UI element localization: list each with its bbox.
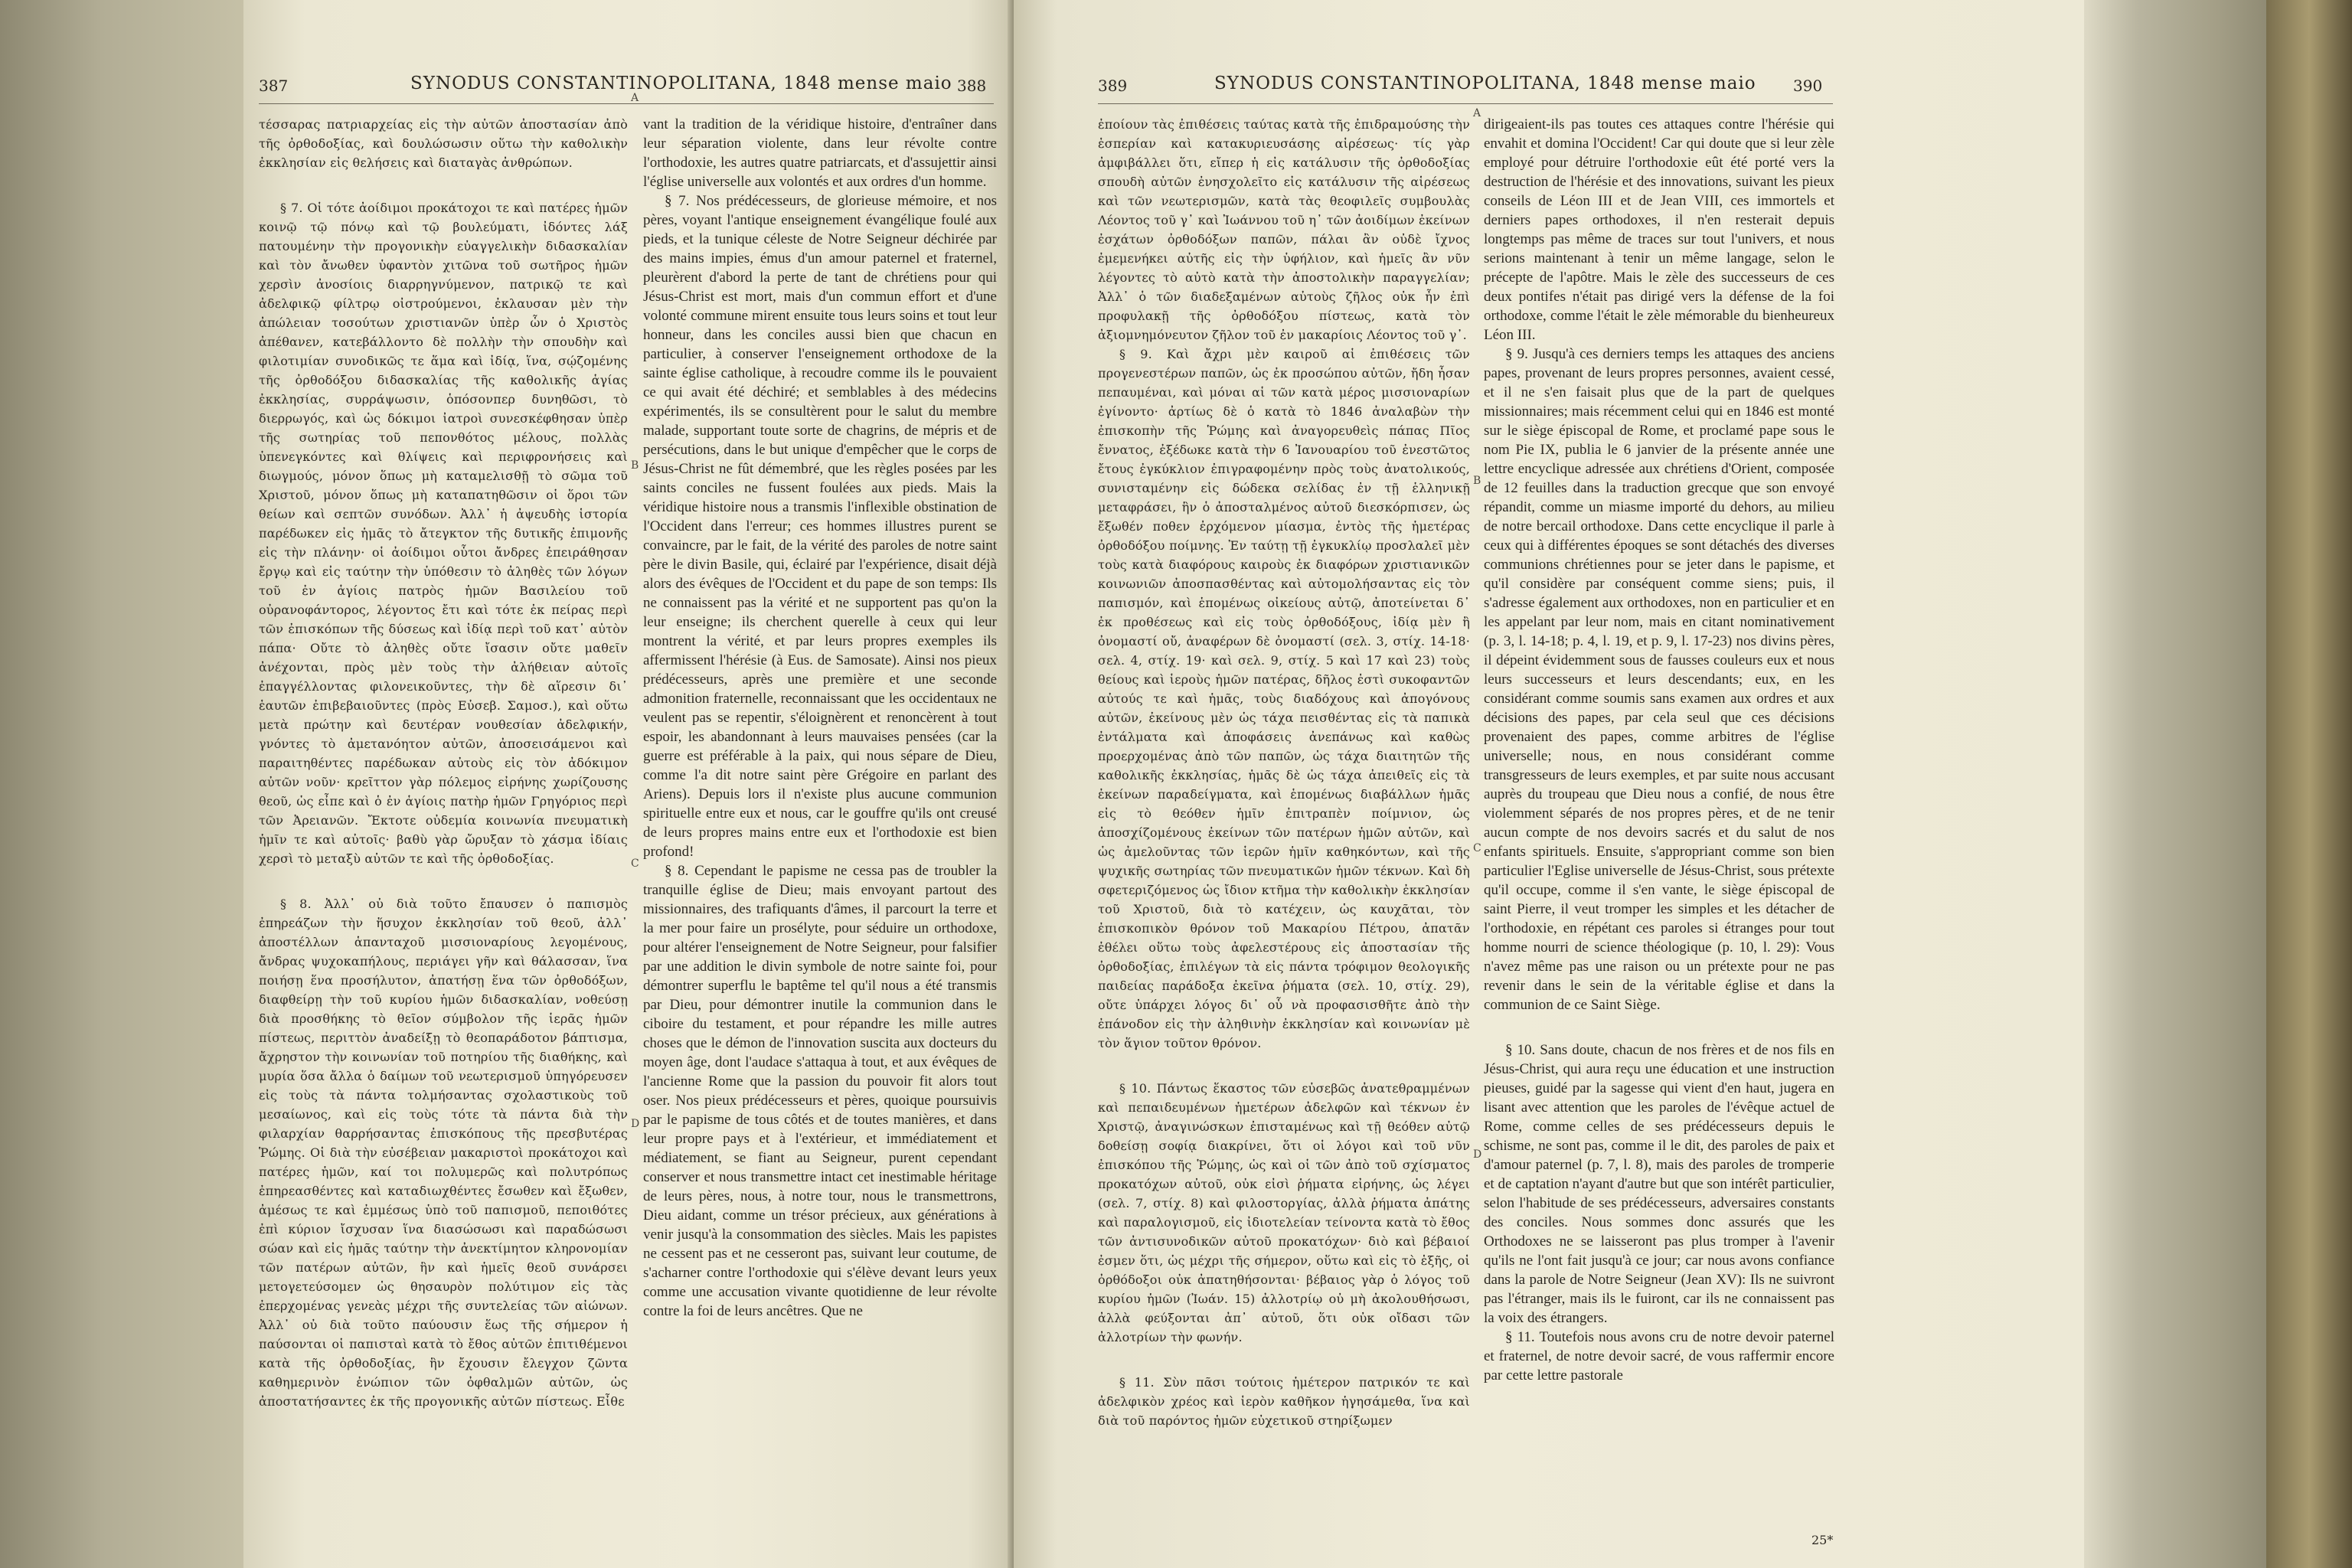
right-page [1014,0,2092,1568]
french-column-right [1484,115,1834,1524]
greek-column-right [1098,115,1470,1539]
left-page [243,0,1014,1568]
book-cover-edge [2266,0,2352,1568]
greek-paragraph-10: § 10. Πάντως ἕκαστος τῶν εὐσεβῶς ἀνατεθραμμένων καὶ πεπαιδευμένων ἡμετέρων ἀδελφῶν καὶ τέκνων ἐν Χριστῷ, ἀναγινώσκων ἐπισταμένως καὶ τῇ θεόθεν αὐτῷ δοθείσῃ σοφίᾳ διακρίνει, ὅτι οἱ λόγοι καὶ τοῦ νῦν ἐπισκόπου τῆς Ῥώμης, ὡς καὶ οἱ τῶν ἀπὸ τοῦ σχίσματος προκατόχων αὐτοῦ, οὐκ εἰσὶ ῥήματα εἰρήνης, ὡς λέγει (σελ. 7, στίχ. 8) καὶ φιλοστοργίας, ἀλλὰ ῥήματα ἀπάτης καὶ παραλογισμοῦ, εἰς ἰδιοτελείαν τείνοντα κατὰ τὸ ἔθος τῶν ἀντισυνοδικῶν αὐτοῦ προκατόχων· διὸ καὶ βέβαιοί ἐσμεν ὅτι, ὡς μέχρι τῆς σήμερον, οὕτω καὶ εἰς τὸ ἑξῆς, οἱ ὀρθόδοξοι οὐκ ἀπατηθήσονται· βέβαιος γὰρ ὁ λόγος τοῦ κυρίου ἡμῶν (Ἰωάν. 15) ἀλλοτρίῳ οὐ μὴ ἀκολουθήσωσι, ἀλλὰ φεύξονται ἀπ᾽ αὐτοῦ, ὅτι οὐκ οἴδασι τῶν ἀλλοτρίων τὴν φωνήν. [1098,1081,1470,1344]
margin-marker-b: B [1473,475,1481,487]
margin-marker-c: C [631,858,639,870]
margin-marker-c: C [1473,842,1481,854]
greek-paragraph: ἐποίουν τὰς ἐπιθέσεις ταύτας κατὰ τῆς ἐπιδραμούσης τὴν ἑσπερίαν καὶ κατακυριευσάσης αἱρέσεως· τίς γὰρ ἀμφιβάλλει ὅτι, εἴπερ ἡ εἰς κατάλυσιν τῆς ὀρθοδοξίας σπουδὴ αὐτῶν ἐνησχολεῖτο εἰς κατάλυσιν τῆς αἱρέσεως καὶ τῶν νεωτερισμῶν, κατὰ τὰς θεοφιλεῖς συμβουλὰς Λέοντος τοῦ γ᾽ καὶ Ἰωάννου τοῦ η᾽ τῶν ἀοιδίμων ἐκείνων ἐσχάτων ὀρθοδόξων παπῶν, πάλαι ἂν οὐδὲ ἴχνος ἐμεμενήκει αὐτῆς εἰς τὴν ὑφήλιον, καὶ ἡμεῖς ἂν νῦν λέγοντες τὸ αὐτὸ κατὰ τὴν ἀποστολικὴν παραγγελίαν; Ἀλλ᾽ ὁ τῶν διαδεξαμένων αὐτοὺς ζῆλος οὐκ ἦν ἐπὶ προφυλακῇ τῆς ὀρθοδόξου πίστεως, κατὰ τὸν ἀξιομνημόνευτον ζῆλον τοῦ ἐν μακαρίοις Λέοντος τοῦ γ᾽. [1098,117,1470,342]
greek-column-left [259,115,628,1554]
margin-marker-d: D [631,1118,640,1130]
page-number-390: 390 [1793,77,1823,95]
header-rule-right [1098,103,1833,104]
french-paragraph-8: § 8. Cependant le papisme ne cessa pas de troubler la tranquille église de Dieu; mais envoyant partout des missionnaires, des trafiquants d'âmes, il parcourt la terre et la mer pour faire un prosélyte, pour séduire un orthodoxe, pour altérer l'enseignement de Notre Seigneur, pour falsifier par une addition le divin symbole de notre sainte foi, pour démontrer superflu le baptême tel qu'il nous a été transmis par Dieu, pour démontrer inutile la communion dans le ciboire du testament, et pour répandre les mille autres choses que le démon de l'innovation suscita aux docteurs du moyen âge, dont l'audace s'attaqua à tout, et aux évêques de l'ancienne Rome que la passion du pouvoir fit alors tout oser. Nos pieux prédécesseurs et pères, quoique poursuivis par le papisme de tous côtés et de toutes manières, et dans leur propre pays et à l'extérieur, et immédiatement et médiatement, se fiant au Seigneur, purent cependant conserver et nous transmettre intact cet inestimable héritage de leurs pères, nous, à notre tour, nous le transmettrons, Dieu aidant, comme un trésor précieux, aux générations à venir jusqu'à la consommation des siècles. Mais les papistes ne cessent pas et ne cesseront pas, suivant leur coutume, de s'acharner contre l'orthodoxie qui s'élève devant leurs yeux comme une accusation vivante quotidienne de leur révolte contre la foi de leurs ancêtres. Que ne [643,863,997,1319]
page-number-387: 387 [259,77,289,95]
margin-marker-b: B [631,459,639,472]
running-head-right: SYNODUS CONSTANTINOPOLITANA, 1848 mense maio [1214,74,1756,93]
header-rule-left [259,103,994,104]
greek-paragraph-8: § 8. Ἀλλ᾽ οὐ διὰ τοῦτο ἔπαυσεν ὁ παπισμὸς ἐπηρεάζων τὴν ἥσυχον ἐκκλησίαν τοῦ θεοῦ, ἀλλ᾽ ἀποστέλλων ἁπανταχοῦ μισσιοναρίους λεγομένους, ἄνδρας ψυχοκαπήλους, περιάγει γῆν καὶ θάλασσαν, ἵνα ποιήσῃ ἕνα προσήλυτον, ἀπατήσῃ ἕνα τῶν ὀρθοδόξων, διαφθείρῃ τὴν τοῦ κυρίου ἡμῶν διδασκαλίαν, νοθεύσῃ διὰ προσθήκης τὸ θεῖον σύμβολον τῆς ἱερᾶς ἡμῶν πίστεως, περιττὸν ἀναδείξῃ τὸ θεοπαράδοτον βάπτισμα, ἄχρηστον τὴν κοινωνίαν τοῦ ποτηρίου τῆς διαθήκης, καὶ μυρία ὅσα ἄλλα ὁ δαίμων τοῦ νεωτερισμοῦ ὑπηγόρευσεν εἰς τοὺς τὰ πάντα τολμήσαντας σχολαστικοὺς τοῦ μεσαίωνος, καὶ εἰς τοὺς τότε τὰ πάντα διὰ τὴν φιλαρχίαν θαρρήσαντας ἐπισκόπους τῆς πρεσβυτέρας Ῥώμης. Οἱ διὰ τὴν εὐσέβειαν μακαριστοὶ προκάτοχοι καὶ πατέρες ἡμῶν, καί τοι πολυμερῶς καὶ πολυτρόπως ἐπηρεασθέντες καὶ καταδιωχθέντες ἔσωθεν καὶ ἔξωθεν, ἀμέσως τε καὶ ἐμμέσως ὑπὸ τοῦ παπισμοῦ, πεποιθότες ἐπὶ κύριον ἴσχυσαν ἵνα διασώσωσι καὶ παραδώσωσι σώαν καὶ εἰς ἡμᾶς ταύτην τὴν ἀνεκτίμητον κληρονομίαν τῶν πατέρων αὐτῶν, ἣν καὶ ἡμεῖς θεοῦ συνάρσει μετογετεύσομεν ὡς θησαυρὸν πολύτιμον εἰς τὰς ἐπερχομένας γενεὰς μέχρι τῆς συντελείας τῶν αἰώνων. Ἀλλ᾽ οὐ διὰ τοῦτο παύουσιν ἕως τῆς σήμερον ἡ παύσονται οἱ παπισταὶ κατὰ τὸ ἔθος αὐτῶν ἐπιτιθέμενοι κατὰ τῆς ὀρθοδοξίας, ἣν ἔχουσιν ἔλεγχον ζῶντα καθημερινὸν ἐνώπιον τῶν ὀφθαλμῶν αὐτῶν, ὡς ἀποστατήσαντες ἐκ τῆς προγονικῆς αὐτῶν πίστεως. Εἶθε [259,897,628,1409]
margin-marker-d: D [1473,1148,1482,1161]
signature-mark: 25* [1811,1533,1834,1547]
margin-marker-a: A [1473,107,1481,119]
french-paragraph-10: § 10. Sans doute, chacun de nos frères et de nos fils en Jésus-Christ, qui aura reçu une éducation et une instruction pieuses, guidé par la sagesse qui vient d'en haut, jugera en lisant avec attention que les paroles de l'évêque actuel de Rome, comme celles de ses prédécesseurs depuis le schisme, ne sont pas, comme il le dit, des paroles de paix et d'amour paternel (p. 7, l. 8), mais des paroles de tromperie et de captation n'ayant d'autre but que son intérêt particulier, selon l'habitude de ses prédécesseurs, adversaires constants des conciles. Nous sommes donc assurés que les Orthodoxes ne se laisseront pas plus tromper à l'avenir qu'ils ne l'ont fait jusqu'à ce jour; car nous avons confiance dans la parole de Notre Seigneur (Jean XV): Ils ne suivront pas l'étranger, mais ils le fuiront, car ils ne connaissent pas la voix des étrangers. [1484,1042,1834,1326]
page-number-389: 389 [1098,77,1128,95]
greek-paragraph-11: § 11. Σὺν πᾶσι τούτοις ἡμέτερον πατρικόν τε καὶ ἀδελφικὸν χρέος καὶ ἱερὸν καθῆκον ἡγησάμεθα, ἵνα καὶ διὰ τοῦ παρόντος ἡμῶν εὐχετικοῦ στηρίξωμεν [1098,1375,1470,1428]
book-fore-edge-left [0,0,253,1568]
running-head-left: SYNODUS CONSTANTINOPOLITANA, 1848 mense maio [410,74,952,93]
french-paragraph-9: § 9. Jusqu'à ces derniers temps les attaques des anciens papes, provenant de leurs propres personnes, avaient cessé, et il ne s'en faisait plus que de la part de quelques missionnaires; mais récemment celui qui en 1846 est monté sur le siège épiscopal de Rome, et proclamé pape sous le nom Pie IX, publia le 6 janvier de la présente année une lettre encyclique adressée aux chrétiens d'Orient, composée de 12 feuilles dans la traduction grecque que son envoyé répandit, comme un miasme importé du dehors, au milieu de notre bercail orthodoxe. Dans cette encyclique il parle à ceux qui à différentes époques se sont détachés des diverses communions chrétiennes pour se jeter dans le papisme, et qu'il considère par conséquent comme siens; puis, il s'adresse également aux orthodoxes, non en particulier et en les appelant par leur nom, mais en citant nominativement (p. 3, l. 14-18; p. 4, l. 19, et p. 9, l. 17-23) nos divins pères, il dépeint évidemment sous de fausses couleurs eux et nous leurs successeurs et leurs descendants; eux, en les considérant comme soumis sans examen aux ordres et aux décisions des papes, par cela seul que ces décisions provenaient des papes, comme arbitres de l'église universelle; nous, en nous considérant comme transgresseurs de leurs exemples, et par suite nous accusant auprès du troupeau que Dieu nous a confié, de nous être violemment séparés de nos propres pères, et de ne tenir aucun compte de nos devoirs sacrés et du salut de nos enfants spirituels. Ensuite, s'appropriant comme son bien particulier l'Eglise universelle de Jésus-Christ, sous prétexte qu'il occupe, comme il s'en vante, le siège épiscopal de saint Pierre, il veut tromper les simples et les détacher de l'orthodoxie, en répétant ces paroles si étranges pour tout homme nourri de science théologique (p. 10, l. 29): Vous n'avez même pas une raison ou un prétexte pour ne pas revenir dans le sein de la véritable église et dans la communion de ce Saint Siège. [1484,346,1834,1013]
greek-paragraph: τέσσαρας πατριαρχείας εἰς τὴν αὐτῶν ἀποστασίαν ἀπὸ τῆς ὀρθοδοξίας, καὶ δουλώσωσιν οὕτω τὴν καθολικὴν ἐκκλησίαν εἰς θελήσεις καὶ διαταγὰς ἀνθρώπων. [259,117,628,170]
page-number-388: 388 [957,77,987,95]
french-paragraph-7: § 7. Nos prédécesseurs, de glorieuse mémoire, et nos pères, voyant l'antique enseignement évangélique foulé aux pieds, et la tunique céleste de Notre Seigneur déchirée par des mains impies, émus d'un amour paternel et fraternel, pleurèrent d'abord la perte de tant de chrétiens pour qui Jésus-Christ est mort, mais d'un commun effort et d'une volonté commune mirent ensuite tous leurs soins et tout leur honneur, dans les conciles aussi bien que chacun en particulier, à conserver l'enseignement orthodoxe de la sainte église catholique, à recoudre comme ils le pouvaient ce qui avait été déchiré; et semblables à des médecins expérimentés, ils se consultèrent pour le salut du membre malade, supportant toute sorte de chagrins, de mépris et de persécutions, dans le but unique d'empêcher que le corps de Jésus-Christ ne fût démembré, que les règles posées par les saints conciles ne fussent foulées aux pieds. Mais la véridique histoire nous a transmis l'inflexible obstination de l'Occident dans l'erreur; ces hommes illustres purent se convaincre, par le fait, de la vérité des paroles de notre saint père le divin Basile, qui, éclairé par l'expérience, disait déjà alors des évêques de l'Occident et du pape de son temps: Ils ne connaissent pas la vérité et ne supportent pas qu'on la leur enseigne; ils cherchent querelle à ceux qui leur montrent la vérité, et par leurs propres exemples ils affermissent l'hérésie (à Eus. de Samosate). Ainsi nos pieux prédécesseurs, après une première et une seconde admonition fraternelle, reconnaissant que les occidentaux ne veulent pas se repentir, s'éloignèrent et renoncèrent à tout espoir, les abandonnant à leurs mauvaises pensées (car la guerre est préférable à la paix, qui nous sépare de Dieu, comme l'a dit notre saint père Grégoire en parlant des Ariens). Depuis lors il n'existe plus aucune communion spirituelle entre eux et nous, car le gouffre qu'ils ont creusé de leurs propres mains entre eux et l'orthodoxie est bien profond! [643,193,997,860]
greek-paragraph-7: § 7. Οἱ τότε ἀοίδιμοι προκάτοχοι τε καὶ πατέρες ἡμῶν κοινῷ τῷ πόνῳ καὶ τῷ βουλεύματι, ἰδόντες λάξ πατουμένην τὴν προγονικὴν εὐαγγελικὴν διδασκαλίαν καὶ τὸν ἄνωθεν ὑφαντὸν χιτῶνα τοῦ σωτῆρος ἡμῶν χερσὶν ἀνοσίοις διαρρηγνύμενον, πατρικῷ τε καὶ ἀδελφικῷ φίλτρῳ οἰστρούμενοι, ἐκλαυσαν μὲν τὴν ἀπώλειαν τοσούτων χριστιανῶν ὑπὲρ ὧν ὁ Χριστὸς ἀπέθανεν, κατεβάλλοντο δὲ πολλὴν τὴν σπουδὴν καὶ φιλοτιμίαν συνοδικῶς τε ἅμα καὶ ἰδίᾳ, ἵνα, σῴζομένης τῆς ὀρθοδόξου διδασκαλίας τῆς καθολικῆς ἁγίας ἐκκλησίας, συρράψωσιν, ὁπόσονπερ δυνηθῶσι, τὸ διερρωγός, καὶ ὡς δόκιμοι ἰατροὶ συνεσκέφθησαν ὑπὲρ τῆς σωτηρίας τοῦ πεπονθότος μέλους, πολλὰς ὑπενεγκόντες καὶ θλίψεις καὶ περιφρονήσεις καὶ διωγμούς, μόνον ὅπως μὴ καταμελισθῇ τὸ σῶμα τοῦ Χριστοῦ, μόνον ὅπως μὴ καταπατηθῶσιν οἱ ὅροι τῶν θείων καὶ σεπτῶν συνόδων. Ἀλλ᾽ ἡ ἀψευδὴς ἱστορία παρέδωκεν εἰς ἡμᾶς τὸ ἄτεγκτον τῆς δυτικῆς ἐπιμονῆς εἰς τὴν πλάνην· οἱ ἀοίδιμοι οὗτοι ἄνδρες ἐπειράθησαν ἔργῳ καὶ εἰς ταύτην τὴν ὑπόθεσιν τὸ ἀληθὲς τῶν λόγων τοῦ ἐν ἁγίοις πατρὸς ἡμῶν Βασιλείου τοῦ οὐρανοφάντορος, λέγοντος ἔτι καὶ τότε ἐκ πείρας περὶ τῶν ἐπισκόπων τῆς δύσεως καὶ ἰδίᾳ περὶ τοῦ κατ᾽ αὐτὸν πάπα· Οὔτε τὸ ἀληθὲς οὔτε ἴσασιν οὔτε μαθεῖν ἀνέχονται, πρὸς μὲν τοὺς τὴν ἀλήθειαν αὐτοῖς ἐπαγγέλλοντας φιλονεικοῦντες, τὴν δὲ αἵρεσιν δι᾽ ἑαυτῶν ἐπιβεβαιοῦντες (πρὸς Εὐσεβ. Σαμοσ.), καὶ οὕτω μετὰ πρώτην καὶ δευτέραν νουθεσίαν ἀδελφικήν, γνόντες τὸ ἀμετανόητον αὐτῶν, ἀποσεισάμενοι καὶ παραιτηθέντες παρέδωκαν αὐτοὺς εἰς τὸν ἀδόκιμον αὐτῶν νοῦν· κρεῖττον γὰρ πόλεμος εἰρήνης χωρίζουσης θεοῦ, ὡς εἶπε καὶ ὁ ἐν ἁγίοις πατὴρ ἡμῶν Γρηγόριος περὶ τῶν Ἀρειανῶν. Ἔκτοτε οὐδεμία κοινωνία πνευματικὴ ἡμῖν τε καὶ αὐτοῖς· βαθὺ γὰρ ὤρυξαν τὸ χάσμα ἰδίαις χερσὶ τὸ μεταξὺ αὐτῶν τε καὶ τῆς ὀρθοδοξίας. [259,201,628,866]
french-column-left [643,115,997,1554]
french-paragraph: dirigeaient-ils pas toutes ces attaques contre l'hérésie qui envahit et domina l'Occident! Car qui doute que si leur zèle employé pour détruire l'orthodoxie eût été porté vers la destruction de l'hérésie et des innovations, suivant les pieux conseils de Léon III et de Jean VIII, ces immortels et derniers papes orthodoxes, il n'en resterait depuis longtemps pas même de traces sur tout l'univers, et nous serions maintenant à tenir un même langage, selon le précepte de l'apôtre. Mais le zèle des successeurs de ces deux pontifes n'était pas dirigé vers la défense de la foi orthodoxe, comme l'était le zèle mémorable du bienheureux Léon III. [1484,116,1834,343]
greek-paragraph-9: § 9. Καὶ ἄχρι μὲν καιροῦ αἱ ἐπιθέσεις τῶν προγενεστέρων παπῶν, ὡς ἐκ προσώπου αὐτῶν, ἤδη ἦσαν πεπαυμέναι, καὶ μόναι αἱ τῶν κατὰ μέρος μισσιοναρίων ἐγίνοντο· ἀρτίως δὲ ὁ κατὰ τὸ 1846 ἀναλαβὼν τὴν ἐπισκοπὴν τῆς Ῥώμης καὶ ἀναγορευθεὶς πάπας Πῖος ἔννατος, ἐξέδωκε κατὰ τὴν 6 Ἰανουαρίου τοῦ ἐνεστῶτος ἔτους ἐγκύκλιον ἐπιγραφομένην πρὸς τοὺς ἀνατολικούς, συνισταμένην εἰς δώδεκα σελίδας ἐν τῇ ἑλληνικῇ μεταφράσει, ἣν ὁ ἀποσταλμένος αὐτοῦ διεσκόρπισεν, ὡς ἔξωθέν ποθεν ἐρχόμενον μίασμα, ἐντὸς τῆς ἡμετέρας ὀρθοδόξου ποίμνης. Ἐν ταύτῃ τῇ ἐγκυκλίῳ προσλαλεῖ μὲν τοὺς κατὰ διαφόρους καιροὺς ἐκ διαφόρων χριστιανικῶν κοινωνιῶν ἀποσπασθέντας καὶ αὐτομολήσαντας εἰς τὸν παπισμόν, καὶ ἑπομένως οἰκείους αὐτῷ, ἀποτείνεται δ᾽ ἐκ προθέσεως καὶ εἰς τοὺς ὀρθοδόξους, ἰδίᾳ μὲν ἢ ὀνομαστί οὔ, ἀναφέρων δὲ ὀνομαστί (σελ. 3, στίχ. 14-18· σελ. 4, στίχ. 19· καὶ σελ. 9, στίχ. 5 καὶ 17 καὶ 23) τοὺς θείους καὶ ἱεροὺς ἡμῶν πατέρας, δῆλος ἐστὶ συκοφαντῶν αὐτούς τε καὶ ἡμᾶς, τοὺς διαδόχους καὶ ἀπογόνους αὐτῶν, ἐκείνους μὲν ὡς τάχα πεισθέντας εἰς τὰ παπικὰ ἐντάλματα καὶ ἀποφάσεις ἀνεπάνως καὶ καθὼς προερχομένας ἀπὸ τῶν παπῶν, ὡς τάχα διαιτητῶν τῆς καθολικῆς ἐκκλησίας, ἡμᾶς δὲ ὡς τάχα ἀπειθεῖς εἰς τὰ ἐκείνων παραδείγματα, καὶ ἑπομένως διαβάλλων ἡμᾶς εἰς τὸ θεόθεν ἡμῖν ἐπιτραπὲν ποίμνιον, ὡς ἀποσχίζομένους ἐκείνων τῶν πατέρων ἡμῶν αὐτῶν, καὶ ὡς ἀμελοῦντας τῶν ἱερῶν ἡμῖν καθηκόντων, καὶ τῆς ψυχικῆς σωτηρίας τῶν πνευματικῶν ἡμῶν τέκνων. Καὶ δὴ σφετεριζόμενος ὡς ἴδιον κτῆμα τὴν καθολικὴν ἐκκλησίαν τοῦ Χριστοῦ, διὰ τὸ κατέχειν, ὡς καυχᾶται, τὸν ἐπισκοπικὸν θρόνον τοῦ Μακαρίου Πέτρου, ἀπατᾶν ἐθέλει οὕτω τοὺς ἀφελεστέρους εἰς ἀποστασίαν τῆς ὀρθοδοξίας, ἐπιλέγων τὰ εἰς πάντα τρόφιμον θεολογικῆς παιδείας παράδοξα ἐκεῖνα ῥήματα (σελ. 10, στίχ. 29), οὔτε ὑπάρχει λόγος δι᾽ οὗ νὰ προφασισθῆτε ἀπὸ τὴν ἐπάνοδον εἰς τὴν ἀληθινὴν ἐκκλησίαν καὶ κοινωνίαν μὲ τὸν ἅγιον τοῦτον θρόνον. [1098,347,1470,1050]
french-paragraph: vant la tradition de la véridique histoire, d'entraîner dans leur séparation violente, dans leur révolte contre l'orthodoxie, les autres quatre patriarcats, et d'assujettir ainsi l'église universelle aux volontés et aux ordres d'un homme. [643,116,997,190]
margin-marker-a: A [631,92,639,104]
french-paragraph-11: § 11. Toutefois nous avons cru de notre devoir paternel et fraternel, de notre devoir sacré, de vous raffermir encore par cette lettre pastorale [1484,1329,1834,1383]
